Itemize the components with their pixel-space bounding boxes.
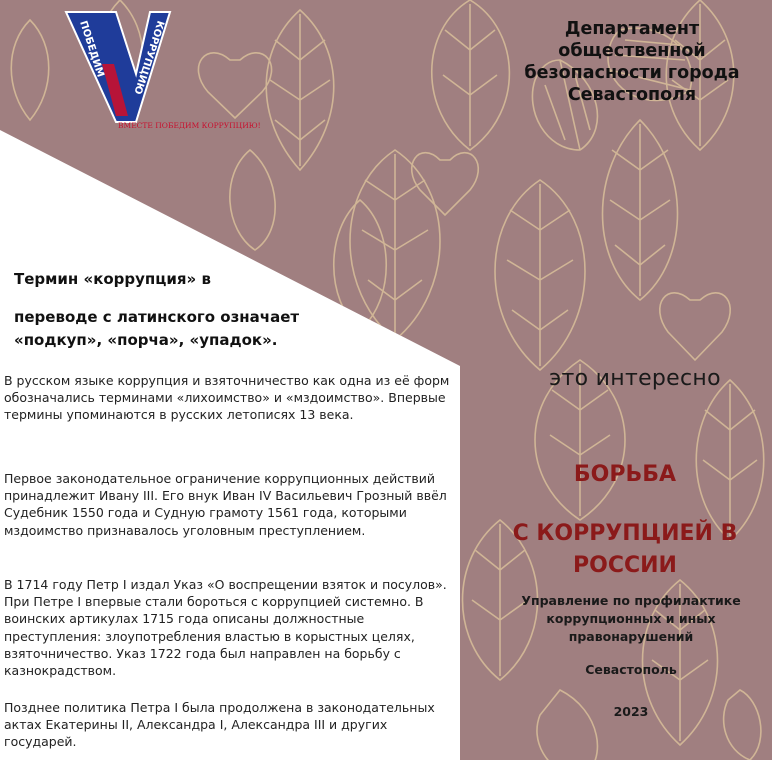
term-heading-line2: переводе с латинского означает «подкуп», «порча», «упадок». bbox=[14, 308, 300, 349]
logo-word-pobedim: ПОБЕДИМ bbox=[77, 19, 106, 79]
paragraph-terms-origin: В русском языке коррупция и взяточничество как одна из её форм обозначались терминами «лихоимство» и «мздоимство». Впервые термины упоминаются в русских летописях 13 века. bbox=[4, 373, 450, 423]
cover-office: Управление по профилактике коррупционных и иных правонарушений bbox=[521, 593, 741, 644]
logo-slogan: ВМЕСТЕ ПОБЕДИМ КОРРУПЦИЮ! bbox=[118, 121, 261, 130]
cover-title-line1: БОРЬБА bbox=[573, 462, 677, 487]
paragraph-later-policy: Позднее политика Петра I была продолжена в законодательных актах Екатерины II, Александра I, Александра III и других государей. bbox=[4, 700, 435, 750]
paragraph-ivan: Первое законодательное ограничение коррупционных действий принадлежит Ивану III. Его внук Иван IV Васильевич Грозный ввёл Судебник 1550 года и Судную грамоту 1561 года, которыми мздоимство признавалось уголовным преступлением. bbox=[4, 471, 447, 538]
cover-title-line2: С КОРРУПЦИЕЙ В РОССИИ bbox=[512, 521, 738, 578]
cover-city: Севастополь bbox=[585, 662, 677, 677]
term-heading-line1: Термин «коррупция» в bbox=[14, 270, 211, 288]
anti-corruption-logo bbox=[58, 4, 278, 134]
department-title: Департамент общественной безопасности города Севастополя bbox=[524, 19, 740, 105]
cover-year: 2023 bbox=[613, 704, 649, 719]
logo-word-korruptsiyu: КОРРУПЦИЮ bbox=[131, 19, 166, 96]
cover-subtitle: это интересно bbox=[549, 366, 721, 391]
paragraph-peter: В 1714 году Петр I издал Указ «О воспрещении взяток и посулов». При Петре I впервые стали бороться с коррупцией системно. В воинских артикулах 1715 года описаны должностные преступления: злоупотребления властью в корыстных целях, взяточничество. Указ 1722 года был направлен на борьбу с казнокрадством. bbox=[4, 577, 447, 679]
